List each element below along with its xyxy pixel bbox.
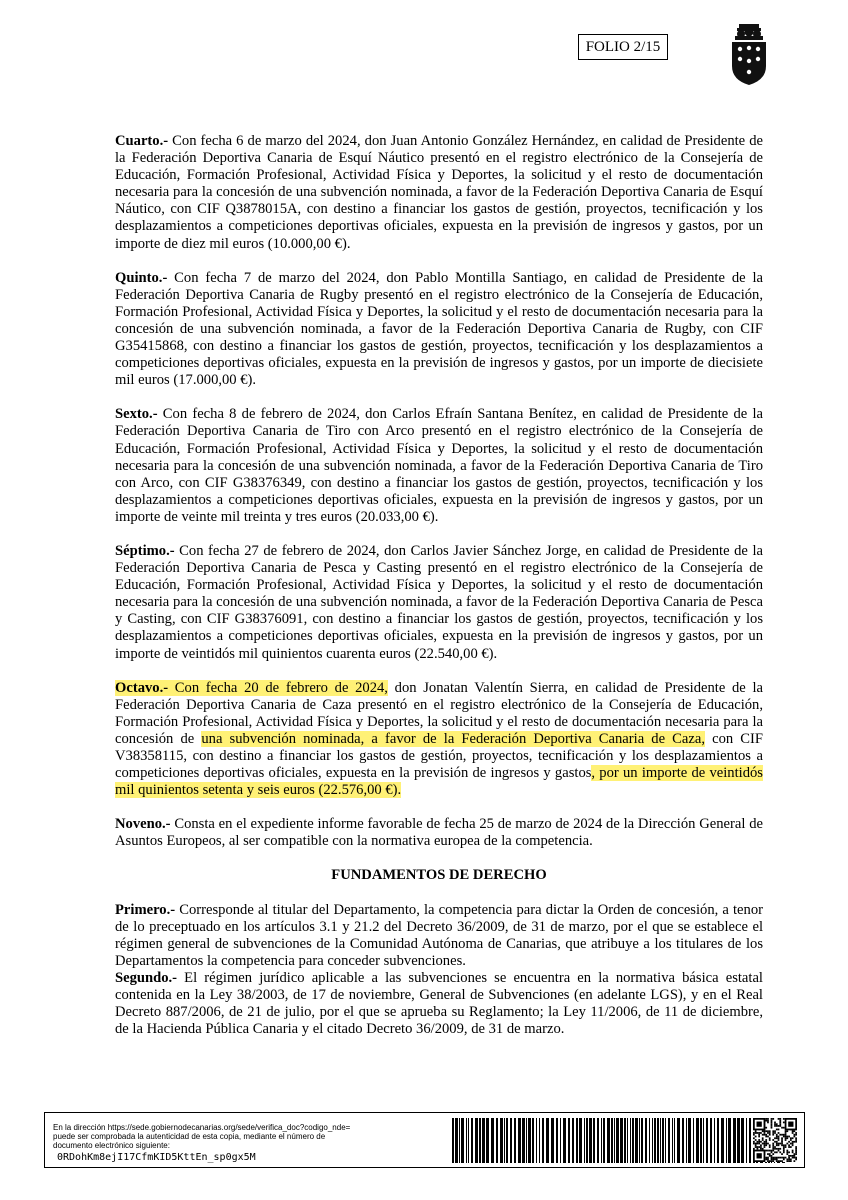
verification-footer — [44, 1112, 805, 1168]
paragraph-quinto: Quinto.- Con fecha 7 de marzo del 2024, don Pablo Montilla Santiago, en calidad de Presidente de la Federación Deportiva Canaria de Rugby presentó en el registro electrónico de la Consejería de Educación, Formación Profesional, Actividad Física y Deportes, la solicitud y el resto de documentación necesaria para la concesión de una subvención nominada, a favor de la Federación Deportiva Canaria de Rugby, con CIF G35415868, con destino a financiar los gastos de gestión, proyectos, tecnificación y los desplazamientos a competiciones deportivas oficiales, expuesta en la previsión de ingresos y gastos, por un importe de diecisiete mil euros (17.000,00 €). — [115, 269, 763, 389]
coat-of-arms-icon — [726, 22, 772, 86]
folio-label: FOLIO 2/15 — [578, 34, 668, 60]
paragraph-label: Cuarto.- — [115, 133, 169, 149]
paragraph-label: Primero.- — [115, 901, 176, 918]
verification-text: En la dirección https://sede.gobiernodecanarias.org/sede/verifica_doc?codigo_nde= puede ser comprobada la autenticidad de esta copia, mediante el número de documento electrónico siguiente: — [53, 1123, 351, 1150]
document-code: 0RDohKm8ejI17CfmKID5KttEn_sp0gx5M — [57, 1152, 256, 1163]
paragraph-octavo: Octavo.- Con fecha 20 de febrero de 2024, don Jonatan Valentín Sierra, en calidad de Presidente de la Federación Deportiva Canaria de Caza presentó en el registro electrónico de la Consejería de Educación, Formación Profesional, Actividad Física y Deportes, la solicitud y el resto de documentación necesaria para la concesión de una subvención nominada, a favor de la Federación Deportiva Canaria de Caza, con CIF V38358115, con destino a financiar los gastos de gestión, proyectos, tecnificación y los desplazamientos a competiciones deportivas oficiales, expuesta en la previsión de ingresos y gastos, por un importe de veintidós mil quinientos setenta y seis euros (22.576,00 €). — [115, 679, 763, 799]
paragraph-septimo: Séptimo.- Con fecha 27 de febrero de 2024, don Carlos Javier Sánchez Jorge, en calidad de Presidente de la Federación Deportiva Canaria de Pesca y Casting presentó en el registro electrónico de la Consejería de Educación, Formación Profesional, Actividad Física y Deportes, la solicitud y el resto de documentación necesaria para la concesión de una subvención nominada, a favor de la Federación Deportiva Canaria de Pesca y Casting, con CIF G38376091, con destino a financiar los gastos de gestión, proyectos, tecnificación y los desplazamientos a competiciones deportivas oficiales, expuesta en la previsión de ingresos y gastos, por un importe de veintidós mil quinientos cuarenta euros (22.540,00 €). — [115, 542, 763, 662]
paragraph-noveno: Noveno.- Consta en el expediente informe favorable de fecha 25 de marzo de 2024 de la Dirección General de Asuntos Europeos, al ser compatible con la normativa europea de la competencia. — [115, 816, 763, 850]
paragraph-sexto: Sexto.- Con fecha 8 de febrero de 2024, don Carlos Efraín Santana Benítez, en calidad de Presidente de la Federación Deportiva Canaria de Tiro con Arco presentó en el registro electrónico de la Consejería de Educación, Formación Profesional, Actividad Física y Deportes, la solicitud y el resto de documentación necesaria para la concesión de una subvención nominada, a favor de la Federación Deportiva Canaria de Tiro con Arco, con CIF G38376349, con destino a financiar los gastos de gestión, proyectos, tecnificación y los desplazamientos a competiciones deportivas oficiales, expuesta en la previsión de ingresos y gastos, por un importe de veinte mil treinta y tres euros (20.033,00 €). — [115, 406, 763, 525]
document-body — [115, 133, 763, 1055]
paragraph-label: Séptimo.- — [115, 542, 175, 559]
barcode-icon — [452, 1118, 786, 1163]
fundamento-primero: Primero.- Corresponde al titular del Departamento, la competencia para dictar la Orden de concesión, a tenor de lo preceptuado en los artículos 3.1 y 21.2 del Decreto 36/2009, de 31 de marzo, por el que se establece el régimen general de subvenciones de la Comunidad Autónoma de Canarias, que atribuye a los titulares de los Departamentos la competencia para conceder subvenciones. — [115, 901, 763, 969]
fundamento-segundo: Segundo.- El régimen jurídico aplicable a las subvenciones se encuentra en la normativa básica estatal contenida en la Ley 38/2003, de 17 de noviembre, General de Subvenciones (en adelante LGS), y en el Real Decreto 887/2006, de 21 de julio, por el que se aprueba su Reglamento; la Ley 11/2006, de 11 de diciembre, de la Hacienda Pública Canaria y el citado Decreto 36/2009, de 31 de marzo. — [115, 969, 763, 1038]
paragraph-label: Sexto.- — [115, 406, 158, 423]
highlighted-amount: , por un importe de veintidós mil quinientos setenta y seis euros (22.576,00 €). — [115, 765, 763, 799]
paragraph-cuarto: Cuarto.- Con fecha 6 de marzo del 2024, don Juan Antonio González Hernández, en calidad de Presidente de la Federación Deportiva Canaria de Esquí Náutico presentó en el registro electrónico de la Consejería de Educación, Formación Profesional, Actividad Física y Deportes, la solicitud y el resto de documentación necesaria para la concesión de una subvención nominada, a favor de la Federación Deportiva Canaria de Esquí Náutico, con CIF Q3878015A, con destino a financiar los gastos de gestión, proyectos, tecnificación y los desplazamientos a competiciones deportivas oficiales, expuesta en la previsión de ingresos y gastos, por un importe de diez mil euros (10.000,00 €). — [115, 133, 763, 252]
paragraph-label: Quinto.- — [115, 269, 168, 286]
highlighted-date: Con fecha 20 de febrero de 2024, — [168, 679, 388, 696]
qr-code-icon — [753, 1117, 797, 1163]
section-title: FUNDAMENTOS DE DERECHO — [331, 867, 547, 884]
paragraph-label: Noveno.- — [115, 816, 171, 833]
paragraph-label-highlighted: Octavo.- — [115, 679, 169, 696]
paragraph-label: Segundo.- — [115, 969, 178, 986]
highlighted-subsidy: una subvención nominada, a favor de la Federación Deportiva Canaria de Caza, — [201, 730, 705, 747]
